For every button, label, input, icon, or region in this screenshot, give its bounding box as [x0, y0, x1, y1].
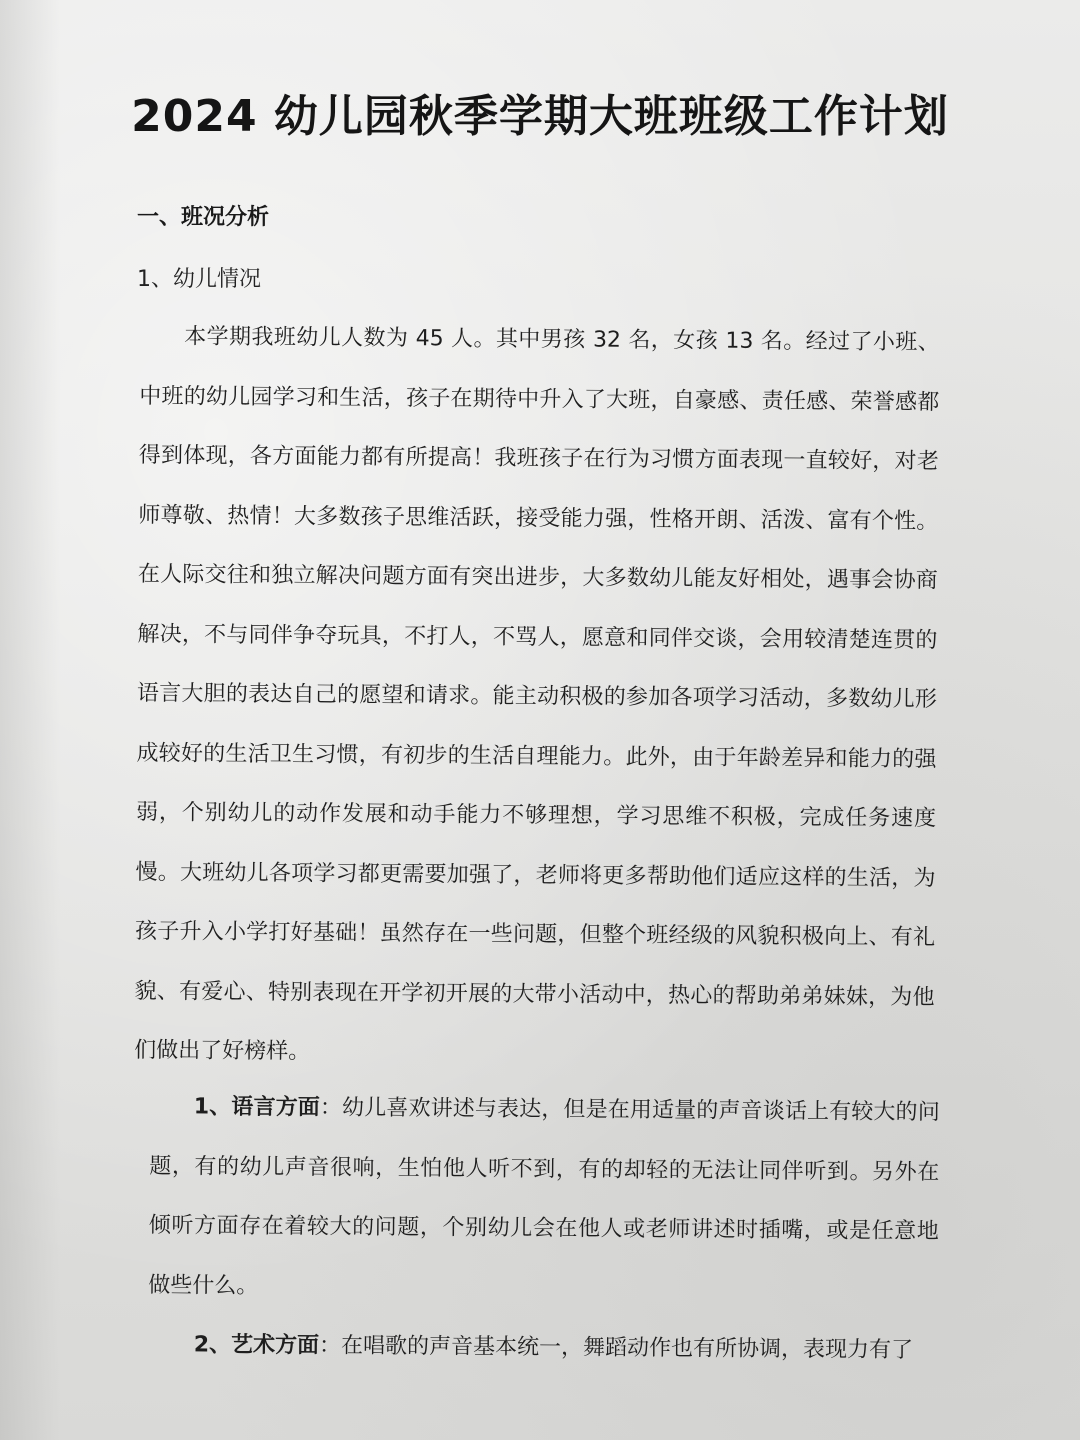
document-title: 2024 幼儿园秋季学期大班班级工作计划 — [131, 91, 949, 142]
paragraph-art — [150, 1315, 940, 1381]
section-heading-class-analysis: 一、班况分析 — [137, 205, 270, 230]
paragraph-text: 本学期我班幼儿人数为 45 人。其中男孩 32 名，女孩 13 名。经过了小班、中班的幼儿园学习和生活，孩子在期待中升入了大班，自豪感、责任感、荣誉感都得到体现，各方面能力都有所提高！我班孩子在行为习惯方面表现一直较好，对老师尊敬、热情！大多数孩子思维活跃，接受能力强，性格开朗、活泼、富有个性。在人际交往和独立解决问题方面有突出进步，大多数幼儿能友好相处，遇事会协商解决，不与同伴争夺玩具，不打人，不骂人，愿意和同伴交谈，会用较清楚连贯的语言大胆的表达自己的愿望和请求。能主动积极的参加各项学习活动，多数幼儿形成较好的生活卫生习惯，有初步的生活自理能力。此外，由于年龄差异和能力的强弱，个别幼儿的动作发展和动手能力不够理想，学习思维不积极，完成任务速度慢。大班幼儿各项学习都更需要加强了，老师将更多帮助他们适应这样的生活，为孩子升入小学打好基础！虽然存在一些问题，但整个班经级的风貌积极向上、有礼貌、有爱心、特别表现在开学初开展的大带小活动中，热心的帮助弟弟妹妹，为他们做出了好榜样。 — [134, 324, 940, 1065]
subsection-heading-children: 1、幼儿情况 — [137, 267, 261, 292]
item-lead-language: 1、语言方面 — [193, 1094, 321, 1121]
paragraph-children-overview — [134, 307, 940, 1087]
item-text-language: ：幼儿喜欢讲述与表达，但是在用适量的声音谈话上有较大的问题，有的幼儿声音很响，生怕他人听不到，有的却轻的无法让同伴听到。另外在倾听方面存在着较大的问题，个别幼儿会在他人或老师讲述时插嘴，或是任意地做些什么。 — [148, 1095, 940, 1299]
paper-fold-shadow — [0, 0, 60, 1440]
paragraph-language — [148, 1077, 940, 1321]
item-lead-art: 2、艺术方面 — [193, 1332, 320, 1359]
item-text-art: ：在唱歌的声音基本统一，舞蹈动作也有所协调，表现力有了 — [318, 1333, 914, 1363]
